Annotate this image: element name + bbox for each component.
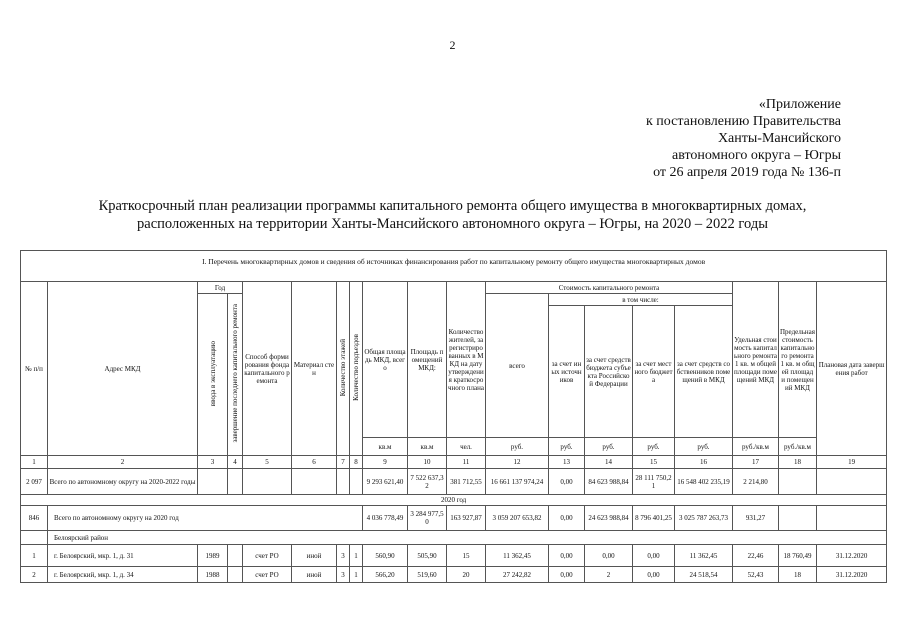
row-num: 1 (21, 545, 48, 567)
total-num: 2 097 (21, 469, 48, 495)
page-number: 2 (449, 38, 456, 52)
appendix-line: «Приложение (758, 97, 841, 112)
empty-cell (198, 469, 228, 495)
header-premises-area: Площадь помещений МКД: (408, 282, 447, 438)
section-2020: 2020 год (21, 495, 887, 506)
row-repair (228, 567, 243, 583)
title-line: Краткосрочный план реализации программы капитального ремонта общего имущества в многоквартирных домах, (98, 198, 807, 214)
year-unit: 931,27 (733, 506, 779, 531)
year-cost: 3 059 207 653,82 (486, 506, 549, 531)
row-total: 27 242,82 (486, 567, 549, 583)
appendix-line: от 26 апреля 2019 года № 136-п (653, 165, 841, 180)
year-owners: 3 025 787 263,73 (675, 506, 733, 531)
col-number: 18 (779, 456, 817, 469)
year-total-area: 4 036 778,49 (363, 506, 408, 531)
row-year: 1988 (198, 567, 228, 583)
row-method: счет РО (243, 545, 292, 567)
empty-cell (21, 531, 48, 545)
unit-cell: руб./кв.м (733, 438, 779, 456)
header-year-group: Год (198, 282, 243, 294)
row-residents: 15 (447, 545, 486, 567)
row-owners: 11 362,45 (675, 545, 733, 567)
unit-cell: кв.м (363, 438, 408, 456)
header-year-last-repair (228, 294, 243, 456)
total-subject: 84 623 988,84 (585, 469, 633, 495)
header-wall-material: Материал стен (292, 282, 337, 456)
row-entrances: 1 (350, 567, 363, 583)
header-year-commission-text: ввода в эксплуатацию (208, 340, 217, 407)
header-entrances-text: Количество подъездов (352, 334, 360, 401)
col-number: 3 (198, 456, 228, 469)
header-entrances (350, 282, 363, 456)
row-local: 0,00 (633, 567, 675, 583)
header-subject-funds: за счет средств бюджета субъекта Российской Федерации (585, 306, 633, 438)
col-number: 4 (228, 456, 243, 469)
total-own: 0,00 (549, 469, 585, 495)
year-premises-area: 3 284 977,50 (408, 506, 447, 531)
row-date: 31.12.2020 (817, 545, 887, 567)
total-local: 28 111 750,21 (633, 469, 675, 495)
year-subject: 24 623 988,84 (585, 506, 633, 531)
total-owners: 16 548 402 235,19 (675, 469, 733, 495)
row-premises: 519,60 (408, 567, 447, 583)
col-number: 1 (21, 456, 48, 469)
header-owner-funds: за счет средств собственников помещений в МКД (675, 306, 733, 438)
column-numbers-row (21, 456, 887, 469)
col-number: 2 (48, 456, 198, 469)
row-wall: иной (292, 567, 337, 583)
caption-spacer (21, 273, 887, 282)
year-own: 0,00 (549, 506, 585, 531)
header-address: Адрес МКД (48, 282, 198, 456)
header-floors (337, 282, 350, 456)
unit-cell: руб. (585, 438, 633, 456)
unit-cell: руб./кв.м (779, 438, 817, 456)
col-number: 14 (585, 456, 633, 469)
empty-cell (779, 469, 817, 495)
document-title (0, 197, 905, 233)
table-caption: I. Перечень многоквартирных домов и сведения об источниках финансирования работ по капитальному ремонту общего имущества многоквартирных домов (21, 251, 887, 274)
table-row (21, 545, 887, 567)
row-premises: 505,90 (408, 545, 447, 567)
total-label: Всего по автономному округу на 2020-2022 годы (48, 469, 198, 495)
year-residents: 163 927,87 (447, 506, 486, 531)
table-row (21, 567, 887, 583)
unit-cell: руб. (675, 438, 733, 456)
appendix-block (646, 96, 841, 181)
total-area: 9 293 621,40 (363, 469, 408, 495)
header-fund-method: Способ формирования фонда капитального ремонта (243, 282, 292, 456)
col-number: 19 (817, 456, 887, 469)
header-floors-text: Количество этажей (339, 338, 347, 397)
row-date: 31.12.2020 (817, 567, 887, 583)
row-max: 18 (779, 567, 817, 583)
total-cost: 16 661 137 974,24 (486, 469, 549, 495)
empty-cell (243, 469, 292, 495)
empty-cell (350, 469, 363, 495)
col-number: 6 (292, 456, 337, 469)
year-label: Всего по автономному округу на 2020 год (48, 506, 363, 531)
col-number: 5 (243, 456, 292, 469)
header-total: всего (486, 294, 549, 438)
row-floors: 3 (337, 545, 350, 567)
header-max-unit-cost: Предельная стоимость капитального ремонта 1 кв. м общей площади помещений МКД (779, 282, 817, 438)
district-name: Белоярский район (48, 531, 887, 545)
col-number: 7 (337, 456, 350, 469)
total-premises-area: 7 522 637,32 (408, 469, 447, 495)
unit-cell: кв.м (408, 438, 447, 456)
row-own: 0,00 (549, 567, 585, 583)
header-local-funds: за счет местного бюджета (633, 306, 675, 438)
year-num: 846 (21, 506, 48, 531)
row-own: 0,00 (549, 545, 585, 567)
row-year: 1989 (198, 545, 228, 567)
header-unit-cost: Удельная стоимость капитального ремонта 1 кв. м общей площади помещений МКД (733, 282, 779, 438)
empty-cell (292, 469, 337, 495)
header-own-funds: за счет иных источников (549, 306, 585, 438)
total-unit: 2 214,80 (733, 469, 779, 495)
row-local: 0,00 (633, 545, 675, 567)
header-incl-group: в том числе: (549, 294, 733, 306)
col-number: 11 (447, 456, 486, 469)
row-area: 560,90 (363, 545, 408, 567)
row-subject: 2 (585, 567, 633, 583)
unit-cell: руб. (633, 438, 675, 456)
header-planned-date: Плановая дата завершения работ (817, 282, 887, 456)
col-number: 15 (633, 456, 675, 469)
row-residents: 20 (447, 567, 486, 583)
row-owners: 24 518,54 (675, 567, 733, 583)
empty-cell (817, 469, 887, 495)
year-total-row (21, 506, 887, 531)
row-num: 2 (21, 567, 48, 583)
title-line: расположенных на территории Ханты-Мансийского автономного округа – Югры, на 2020 – 2022 годы (137, 216, 768, 232)
row-unit: 52,43 (733, 567, 779, 583)
row-address: г. Белоярский, мкр. 1, д. 31 (48, 545, 198, 567)
header-year-commission (198, 294, 228, 456)
unit-cell: чел. (447, 438, 486, 456)
appendix-line: Ханты-Мансийского (717, 131, 841, 146)
row-entrances: 1 (350, 545, 363, 567)
header-year-last-repair-text: завершение последнего капитального ремонта (231, 304, 239, 443)
row-method: счет РО (243, 567, 292, 583)
header-cost-group: Стоимость капитального ремонта (486, 282, 733, 294)
col-number: 8 (350, 456, 363, 469)
header-residents: Количество жителей, зарегистрированных в МКД на дату утверждения краткосрочного плана (447, 282, 486, 438)
row-repair (228, 545, 243, 567)
col-number: 16 (675, 456, 733, 469)
unit-cell: руб. (486, 438, 549, 456)
appendix-line: автономного округа – Югры (672, 148, 841, 163)
row-total: 11 362,45 (486, 545, 549, 567)
row-area: 566,20 (363, 567, 408, 583)
total-row (21, 469, 887, 495)
repair-plan-table (20, 250, 887, 583)
row-subject: 0,00 (585, 545, 633, 567)
row-max: 18 760,49 (779, 545, 817, 567)
unit-cell: руб. (549, 438, 585, 456)
col-number: 9 (363, 456, 408, 469)
appendix-line: к постановлению Правительства (645, 114, 841, 129)
row-wall: иной (292, 545, 337, 567)
row-unit: 22,46 (733, 545, 779, 567)
empty-cell (337, 469, 350, 495)
empty-cell (779, 506, 817, 531)
header-num: № п/п (21, 282, 48, 456)
year-local: 8 796 401,25 (633, 506, 675, 531)
row-address: г. Белоярский, мкр. 1, д. 34 (48, 567, 198, 583)
col-number: 17 (733, 456, 779, 469)
col-number: 12 (486, 456, 549, 469)
col-number: 13 (549, 456, 585, 469)
empty-cell (228, 469, 243, 495)
header-total-area: Общая площадь МКД, всего (363, 282, 408, 438)
col-number: 10 (408, 456, 447, 469)
empty-cell (817, 506, 887, 531)
total-residents: 381 712,55 (447, 469, 486, 495)
row-floors: 3 (337, 567, 350, 583)
